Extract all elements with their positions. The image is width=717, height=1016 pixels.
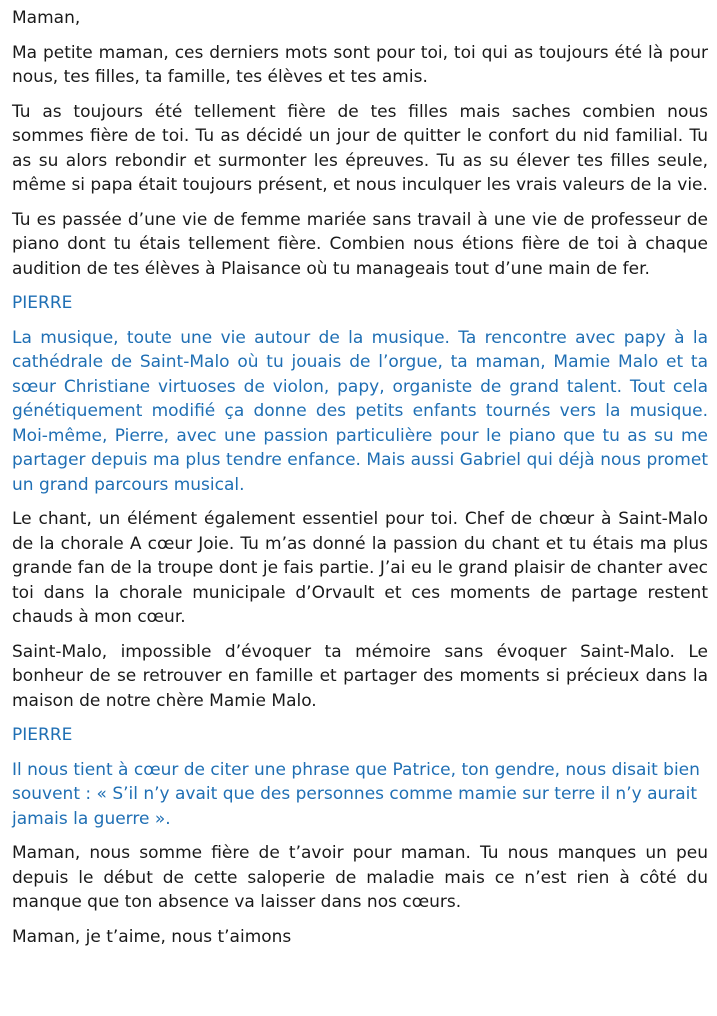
paragraph-final: Maman, nous somme fière de t’avoir pour maman. Tu nous manques un peu depuis le début de cette saloperie de maladie mais ce n’est rien à côté du manque que ton absence va laisser dans nos cœurs. xyxy=(12,843,708,912)
paragraph-music: La musique, toute une vie autour de la musique. Ta rencontre avec papy à la cathédrale de Saint-Malo où tu jouais de l’orgue, ta maman, Mamie Malo et ta sœur Christiane virtuoses de violon, papy, organiste de grand talent. Tout cela génétiquement modifié ça donne des petits enfants tournés vers la musique. Moi-même, Pierre, avec une passion particulière pour le piano que tu as su me partager depuis ma plus tendre enfance. Mais aussi Gabriel qui déjà nous promet un grand parcours musical. xyxy=(12,327,708,495)
paragraph-career: Tu es passée d’une vie de femme mariée sans travail à une vie de professeur de piano dont tu étais tellement fière. Combien nous étions fière de toi à chaque audition de tes élèves à Plaisance où tu manageais tout d’une main de fer. xyxy=(12,209,708,279)
paragraph-quote: Il nous tient à cœur de citer une phrase que Patrice, ton gendre, nous disait bien souvent : « S’il n’y avait que des personnes comme mamie sur terre il n’y aurait jamais la guerre ». xyxy=(12,759,700,829)
paragraph-pride: Tu as toujours été tellement fière de tes filles mais saches combien nous sommes fière de toi. Tu as décidé un jour de quitter le confort du nid familial. Tu as su alors rebondir et surmonter les épreuves. Tu as su élever tes filles seule, même si papa était toujours présent, et nous inculquer les vrais valeurs de la vie. xyxy=(12,101,708,195)
paragraph-saint-malo: Saint-Malo, impossible d’évoquer ta mémoire sans évoquer Saint-Malo. Le bonheur de se retrouver en famille et partager des moments si précieux dans la maison de notre chère Mamie Malo. xyxy=(12,641,708,711)
salutation: Maman, xyxy=(12,8,81,28)
speaker-label-pierre: PIERRE xyxy=(12,293,73,313)
paragraph-singing: Le chant, un élément également essentiel pour toi. Chef de chœur à Saint-Malo de la chorale A cœur Joie. Tu m’as donné la passion du chant et tu étais ma plus grande fan de la troupe dont je fais partie. J’ai eu le grand plaisir de chanter avec toi dans la chorale municipale d’Orvault et ces moments de partage restent chauds à mon cœur. xyxy=(12,509,708,627)
closing-line: Maman, je t’aime, nous t’aimons xyxy=(12,926,292,947)
speaker-label-pierre-2: PIERRE xyxy=(12,725,73,745)
paragraph-intro: Ma petite maman, ces derniers mots sont pour toi, toi qui as toujours été là pour nous, tes filles, ta famille, tes élèves et tes amis. xyxy=(12,42,708,87)
